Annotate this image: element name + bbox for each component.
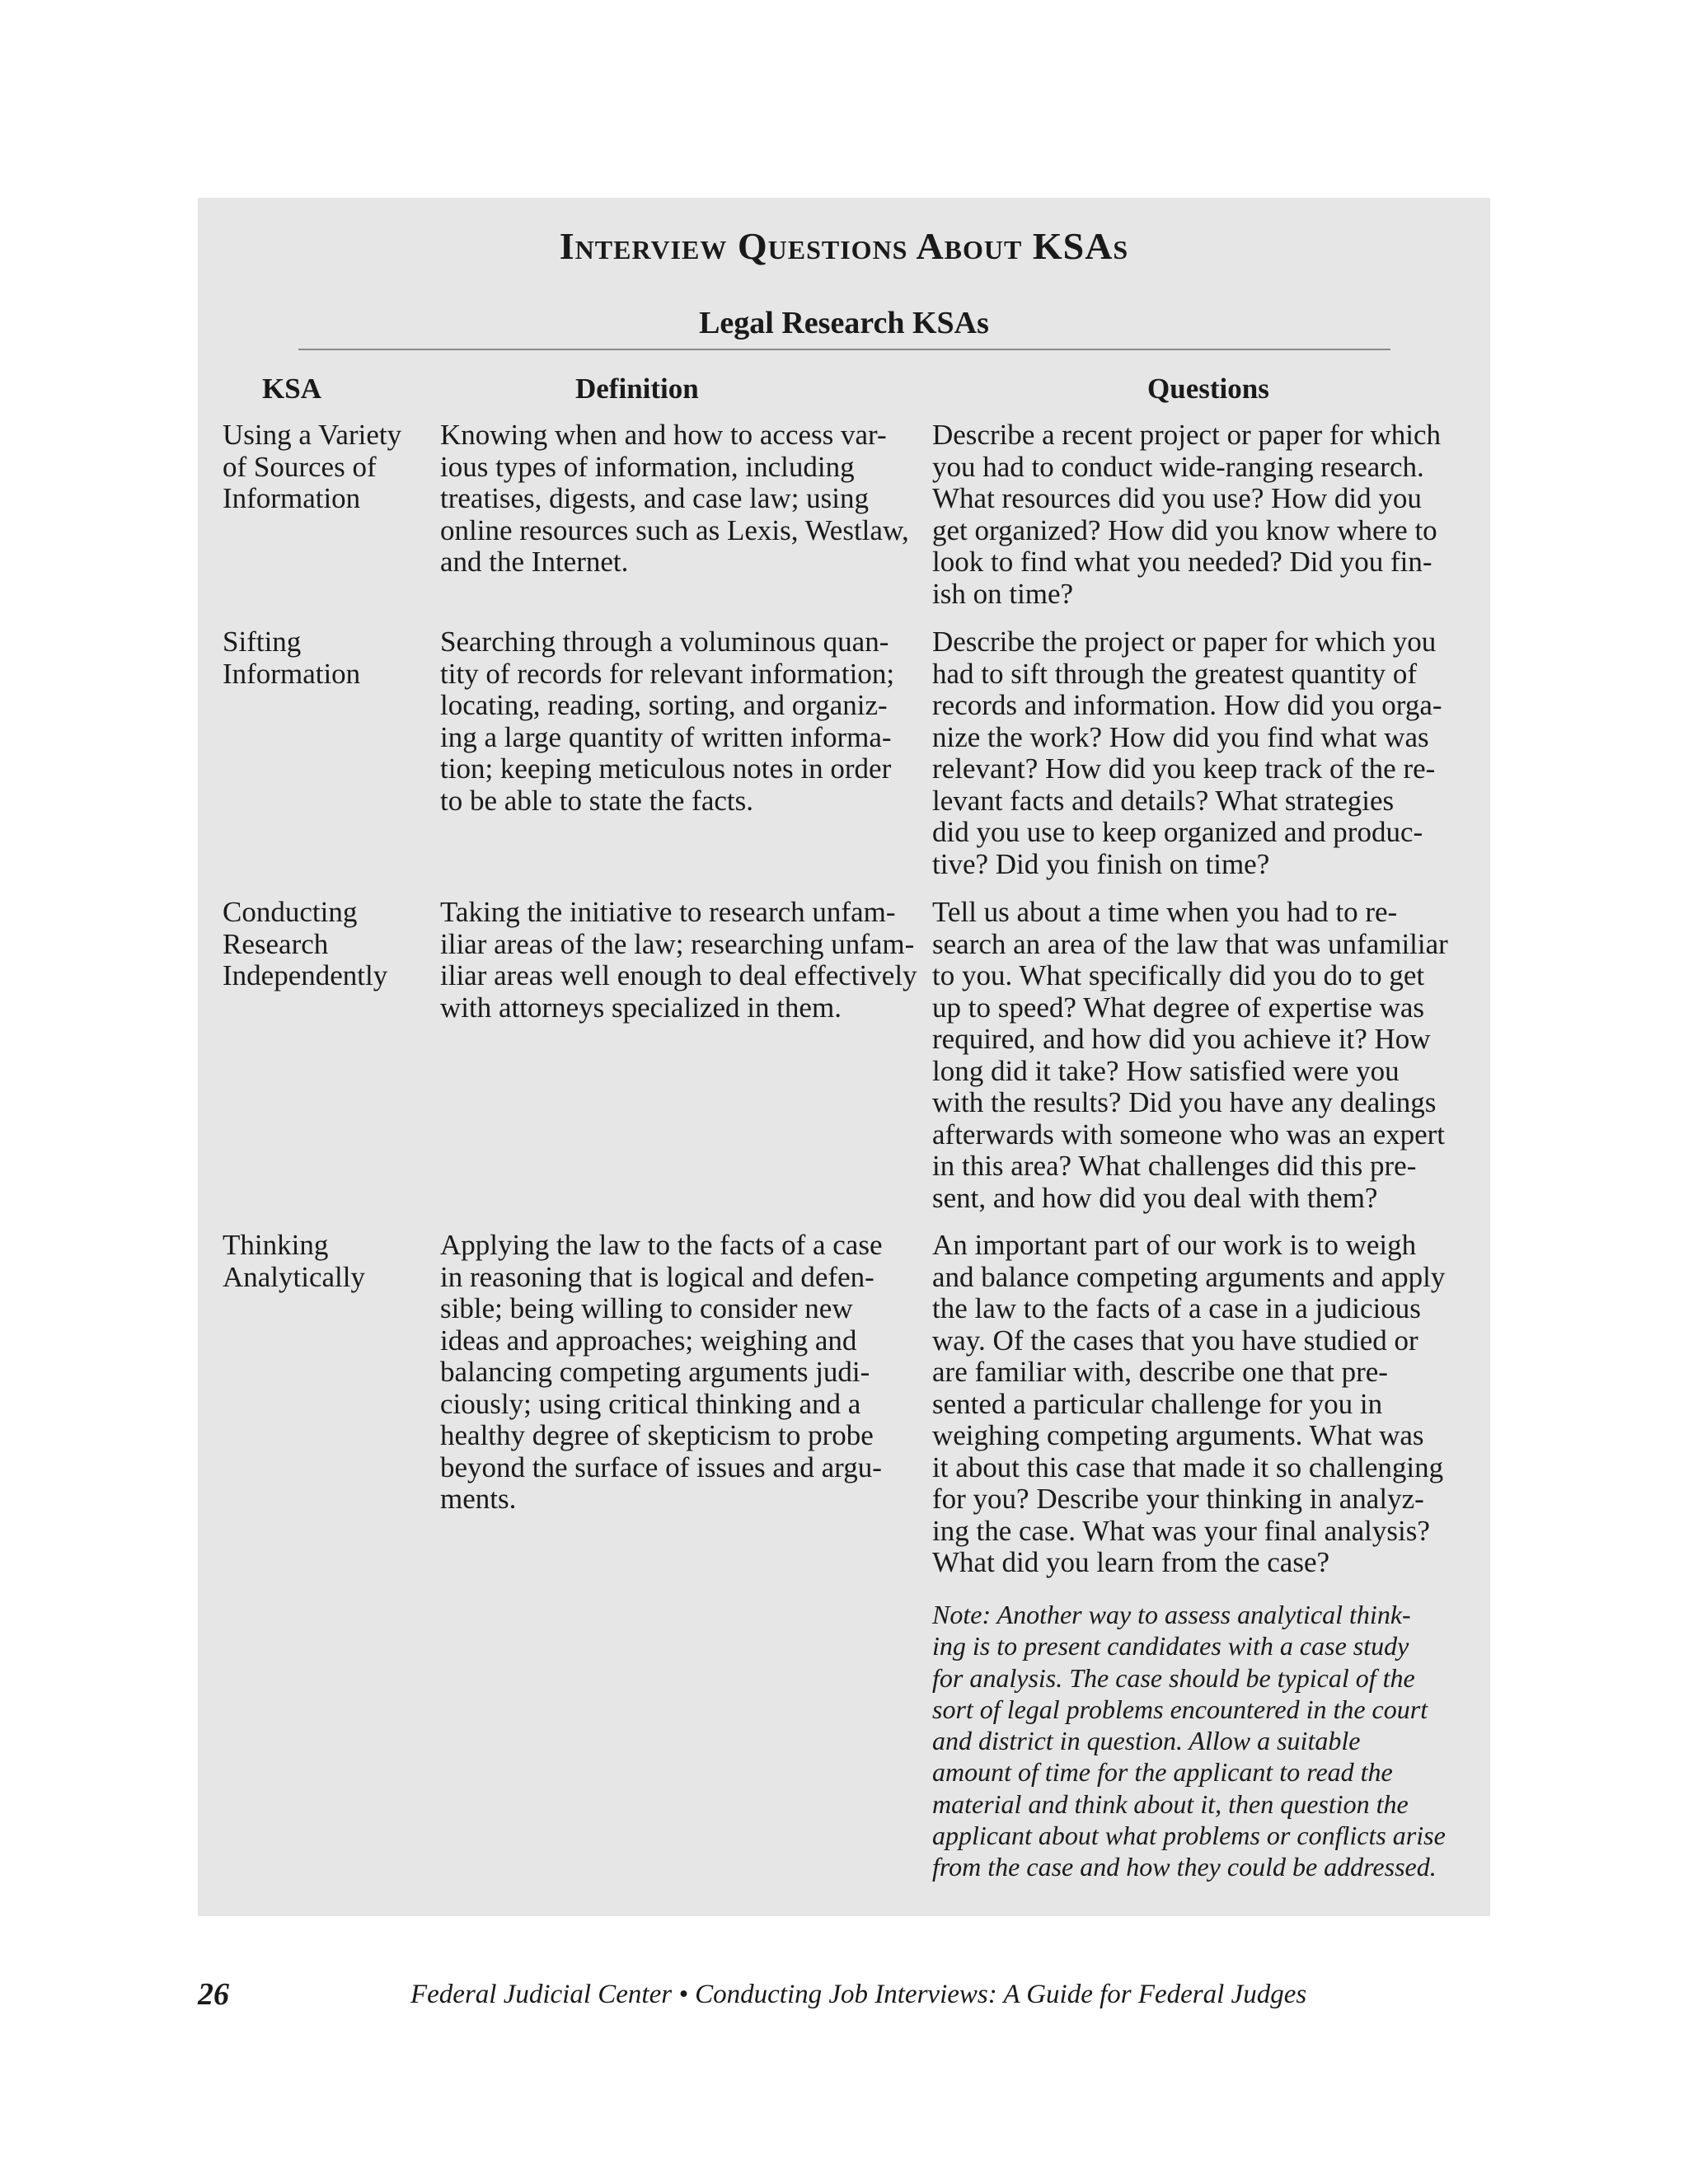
subtitle-rule xyxy=(298,349,1390,350)
row-3-ksa: Conducting Research Independently xyxy=(223,896,388,991)
row-4-definition: Applying the law to the facts of a case in reasoning that is logical and defen- sible; being willing to consider new ideas and approaches; weighing and balancing competing arguments judi- ciously; using critical thinking and a healthy degree of skepticism to probe beyond the surface of issues and argu- ments. xyxy=(440,1229,883,1515)
row-4-note: Note: Another way to assess analytical think- ing is to present candidates with a case study for analysis. The case should be typical of the sort of legal problems encountered in the court and district in question. Allow a suitable amount of time for the applicant to read the material and think about it, then question the applicant about what problems or conflicts arise from the case and how they could be addressed. xyxy=(932,1600,1446,1882)
panel-title: Interview Questions About KSAs xyxy=(559,225,1129,267)
row-2-questions: Describe the project or paper for which you had to sift through the greatest quantity of records and information. How did you orga- nize the work? How did you find what was relevant? How did you keep track of the re- levant facts and details? What strategies did you use to keep organized and produc- tive? Did you finish on time? xyxy=(932,626,1442,880)
row-1-definition: Knowing when and how to access var- ious types of information, including treatises, digests, and case law; using online resources such as Lexis, Westlaw, and the Internet. xyxy=(440,419,909,578)
panel-subtitle: Legal Research KSAs xyxy=(699,306,989,340)
row-4-ksa: Thinking Analytically xyxy=(223,1229,366,1293)
row-2-ksa: Sifting Information xyxy=(223,626,361,690)
page-number: 26 xyxy=(198,1977,229,2012)
row-2-definition: Searching through a voluminous quan- tity of records for relevant information; locating, reading, sorting, and organiz- ing a large quantity of written informa- tion; keeping meticulous notes in order to be able to state the facts. xyxy=(440,626,895,817)
row-3-questions: Tell us about a time when you had to re- search an area of the law that was unfamiliar to you. What specifically did you do to get up to speed? What degree of expertise was required, and how did you achieve it? How long did it take? How satisfied were you with the results? Did you have any dealings afterwards with someone who was an expert in this area? What challenges did this pre- sent, and how did you deal with them? xyxy=(932,896,1448,1214)
row-1-ksa: Using a Variety of Sources of Information xyxy=(223,419,402,514)
running-footer: Federal Judicial Center • Conducting Job Interviews: A Guide for Federal Judges xyxy=(410,1980,1307,2009)
row-1-questions: Describe a recent project or paper for which you had to conduct wide-ranging research. What resources did you use? How did you get organized? How did you know where to look to find what you needed? Did you fin- ish on time? xyxy=(932,419,1442,610)
header-definition: Definition xyxy=(575,373,699,405)
header-questions: Questions xyxy=(1147,373,1269,405)
row-3-definition: Taking the initiative to research unfam- iliar areas of the law; researching unfam- iliar areas well enough to deal effectively with attorneys specialized in them. xyxy=(440,896,917,1024)
row-4-questions: An important part of our work is to weigh and balance competing arguments and apply the law to the facts of a case in a judicious way. Of the cases that you have studied or are familiar with, describe one that pre- sented a particular challenge for you in weighing competing arguments. What was it about this case that made it so challenging for you? Describe your thinking in analyz- ing the case. What was your final analysis? What did you learn from the case? xyxy=(932,1229,1446,1578)
header-ksa: KSA xyxy=(262,373,321,405)
